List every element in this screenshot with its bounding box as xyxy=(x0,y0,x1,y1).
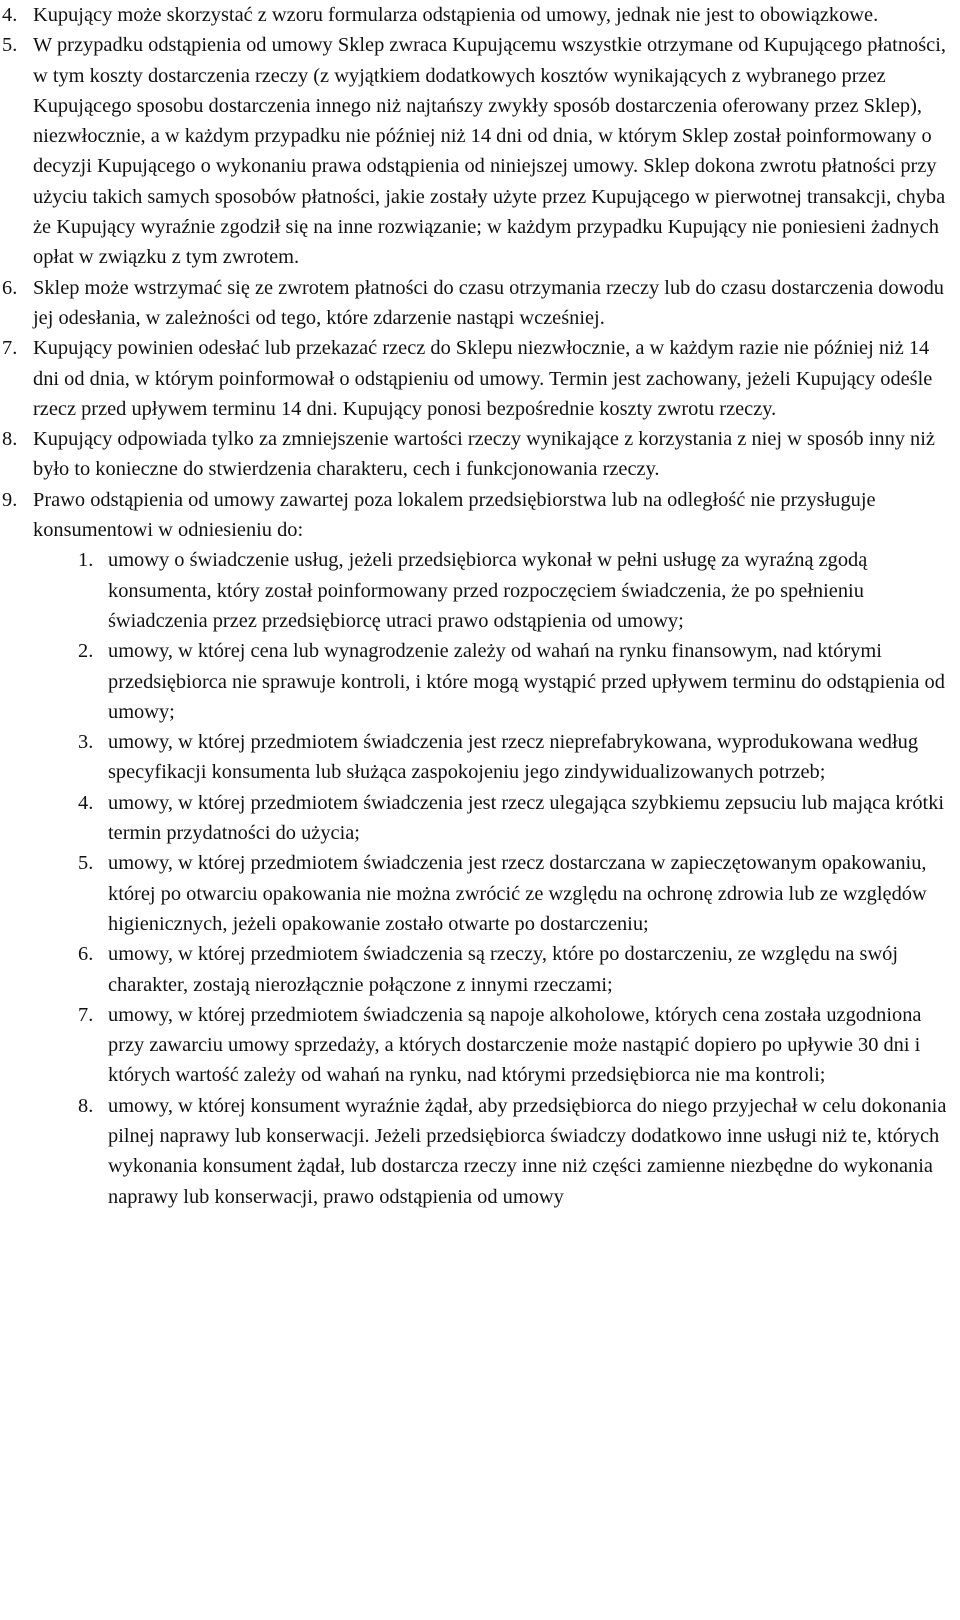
list-number: 9. xyxy=(2,488,18,511)
sub-item-7 xyxy=(0,1000,952,1091)
sub-number: 5. xyxy=(78,852,94,875)
sub-item-4 xyxy=(0,788,952,849)
list-item-4 xyxy=(0,0,952,30)
list-item-6 xyxy=(0,273,952,334)
list-number: 7. xyxy=(2,337,18,360)
sub-item-text: umowy, w której przedmiotem świadczenia są rzeczy, które po dostarczeniu, ze względu na swój charakter, zostają nierozłącznie połączone z innymi rzeczami; xyxy=(108,943,899,996)
list-item-5 xyxy=(0,30,952,272)
sub-item-text: umowy, w której przedmiotem świadczenia jest rzecz nieprefabrykowana, wyprodukowana według specyfikacji konsumenta lub służąca zaspokojeniu jego zindywidualizowanych potrzeb; xyxy=(108,731,919,784)
sub-item-text: umowy o świadczenie usług, jeżeli przedsiębiorca wykonał w pełni usługę za wyraźną zgodą konsumenta, który został poinformowany przed rozpoczęciem świadczenia, że po spełnieniu świadczenia przez przedsiębiorcę utraci prawo odstąpienia od umowy; xyxy=(108,549,868,632)
list-number: 6. xyxy=(2,276,18,299)
list-item-text: Kupujący może skorzystać z wzoru formularza odstąpienia od umowy, jednak nie jest to obowiązkowe. xyxy=(33,4,879,26)
sub-number: 7. xyxy=(78,1003,94,1026)
sub-item-8 xyxy=(0,1091,952,1212)
sub-number: 6. xyxy=(78,943,94,966)
list-number: 5. xyxy=(2,34,18,57)
sub-item-text: umowy, w której przedmiotem świadczenia są napoje alkoholowe, których cena została uzgodniona przy zawarciu umowy sprzedaży, a których dostarczenie może nastąpić dopiero po upływie 30 dni i których wartość zależy od wahań na rynku, nad którymi przedsiębiorca nie ma kontroli; xyxy=(108,1003,922,1087)
list-item-8 xyxy=(0,424,952,485)
list-item-9 xyxy=(0,485,952,546)
sub-item-5 xyxy=(0,848,952,939)
main-list xyxy=(0,0,952,545)
sub-number: 8. xyxy=(78,1094,94,1117)
list-item-text: W przypadku odstąpienia od umowy Sklep zwraca Kupującemu wszystkie otrzymane od Kupującego płatności, w tym koszty dostarczenia rzeczy (z wyjątkiem dodatkowych kosztów wynikających z wybranego przez Kupującego sposobu dostarczenia innego niż najtańszy zwykły sposób dostarczenia oferowany przez Sklep), niezwłocznie, a w każdym przypadku nie później niż 14 dni od dnia, w którym Sklep został poinformowany o decyzji Kupującego o wykonaniu prawa odstąpienia od niniejszej umowy. Sklep dokona zwrotu płatności przy użyciu takich samych sposobów płatności, jakie zostały użyte przez Kupującego w pierwotnej transakcji, chyba że Kupujący wyraźnie zgodził się na inne rozwiązanie; w każdym przypadku Kupujący nie poniesieni żadnych opłat w związku z tym zwrotem. xyxy=(33,34,946,269)
sub-item-2 xyxy=(0,636,952,727)
list-item-text: Kupujący odpowiada tylko za zmniejszenie wartości rzeczy wynikające z korzystania z niej w sposób inny niż było to konieczne do stwierdzenia charakteru, cech i funkcjonowania rzeczy. xyxy=(33,428,935,481)
sub-item-1 xyxy=(0,545,952,636)
sub-item-6 xyxy=(0,939,952,1000)
sub-item-text: umowy, w której konsument wyraźnie żądał, aby przedsiębiorca do niego przyjechał w celu dokonania pilnej naprawy lub konserwacji. Jeżeli przedsiębiorca świadczy dodatkowo inne usługi niż te, których wykonania konsument żądał, lub dostarcza rzeczy inne niż części zamienne niezbędne do wykonania naprawy lub konserwacji, prawo odstąpienia od umowy xyxy=(108,1094,947,1208)
sub-item-text: umowy, w której przedmiotem świadczenia jest rzecz ulegająca szybkiemu zepsuciu lub mająca krótki termin przydatności do użycia; xyxy=(108,791,945,845)
sub-number: 3. xyxy=(78,731,94,754)
sub-list xyxy=(0,545,952,1212)
sub-item-3 xyxy=(0,727,952,788)
list-number: 8. xyxy=(2,428,18,451)
sub-number: 1. xyxy=(78,549,94,572)
list-item-text: Prawo odstąpienia od umowy zawartej poza lokalem przedsiębiorstwa lub na odległość nie przysługuje konsumentowi w odniesieniu do: xyxy=(33,488,876,542)
list-item-7 xyxy=(0,333,952,424)
sub-item-text: umowy, w której przedmiotem świadczenia jest rzecz dostarczana w zapieczętowanym opakowaniu, której po otwarciu opakowania nie można zwrócić ze względu na ochronę zdrowia lub ze względów higienicznych, jeżeli opakowanie zostało otwarte po dostarczeniu; xyxy=(108,852,927,935)
list-item-text: Sklep może wstrzymać się ze zwrotem płatności do czasu otrzymania rzeczy lub do czasu dostarczenia dowodu jej odesłania, w zależności od tego, które zdarzenie nastąpi wcześniej. xyxy=(33,276,944,329)
sub-number: 2. xyxy=(78,640,94,663)
list-item-text: Kupujący powinien odesłać lub przekazać rzecz do Sklepu niezwłocznie, a w każdym razie nie później niż 14 dni od dnia, w którym poinformował o odstąpieniu od umowy. Termin jest zachowany, jeżeli Kupujący odeśle rzecz przed upływem terminu 14 dni. Kupujący ponosi bezpośrednie koszty zwrotu rzeczy. xyxy=(33,337,933,420)
list-number: 4. xyxy=(2,4,18,26)
sub-item-text: umowy, w której cena lub wynagrodzenie zależy od wahań na rynku finansowym, nad którymi przedsiębiorca nie sprawuje kontroli, i które mogą wystąpić przed upływem terminu do odstąpienia od umowy; xyxy=(108,640,945,723)
sub-number: 4. xyxy=(78,791,94,814)
